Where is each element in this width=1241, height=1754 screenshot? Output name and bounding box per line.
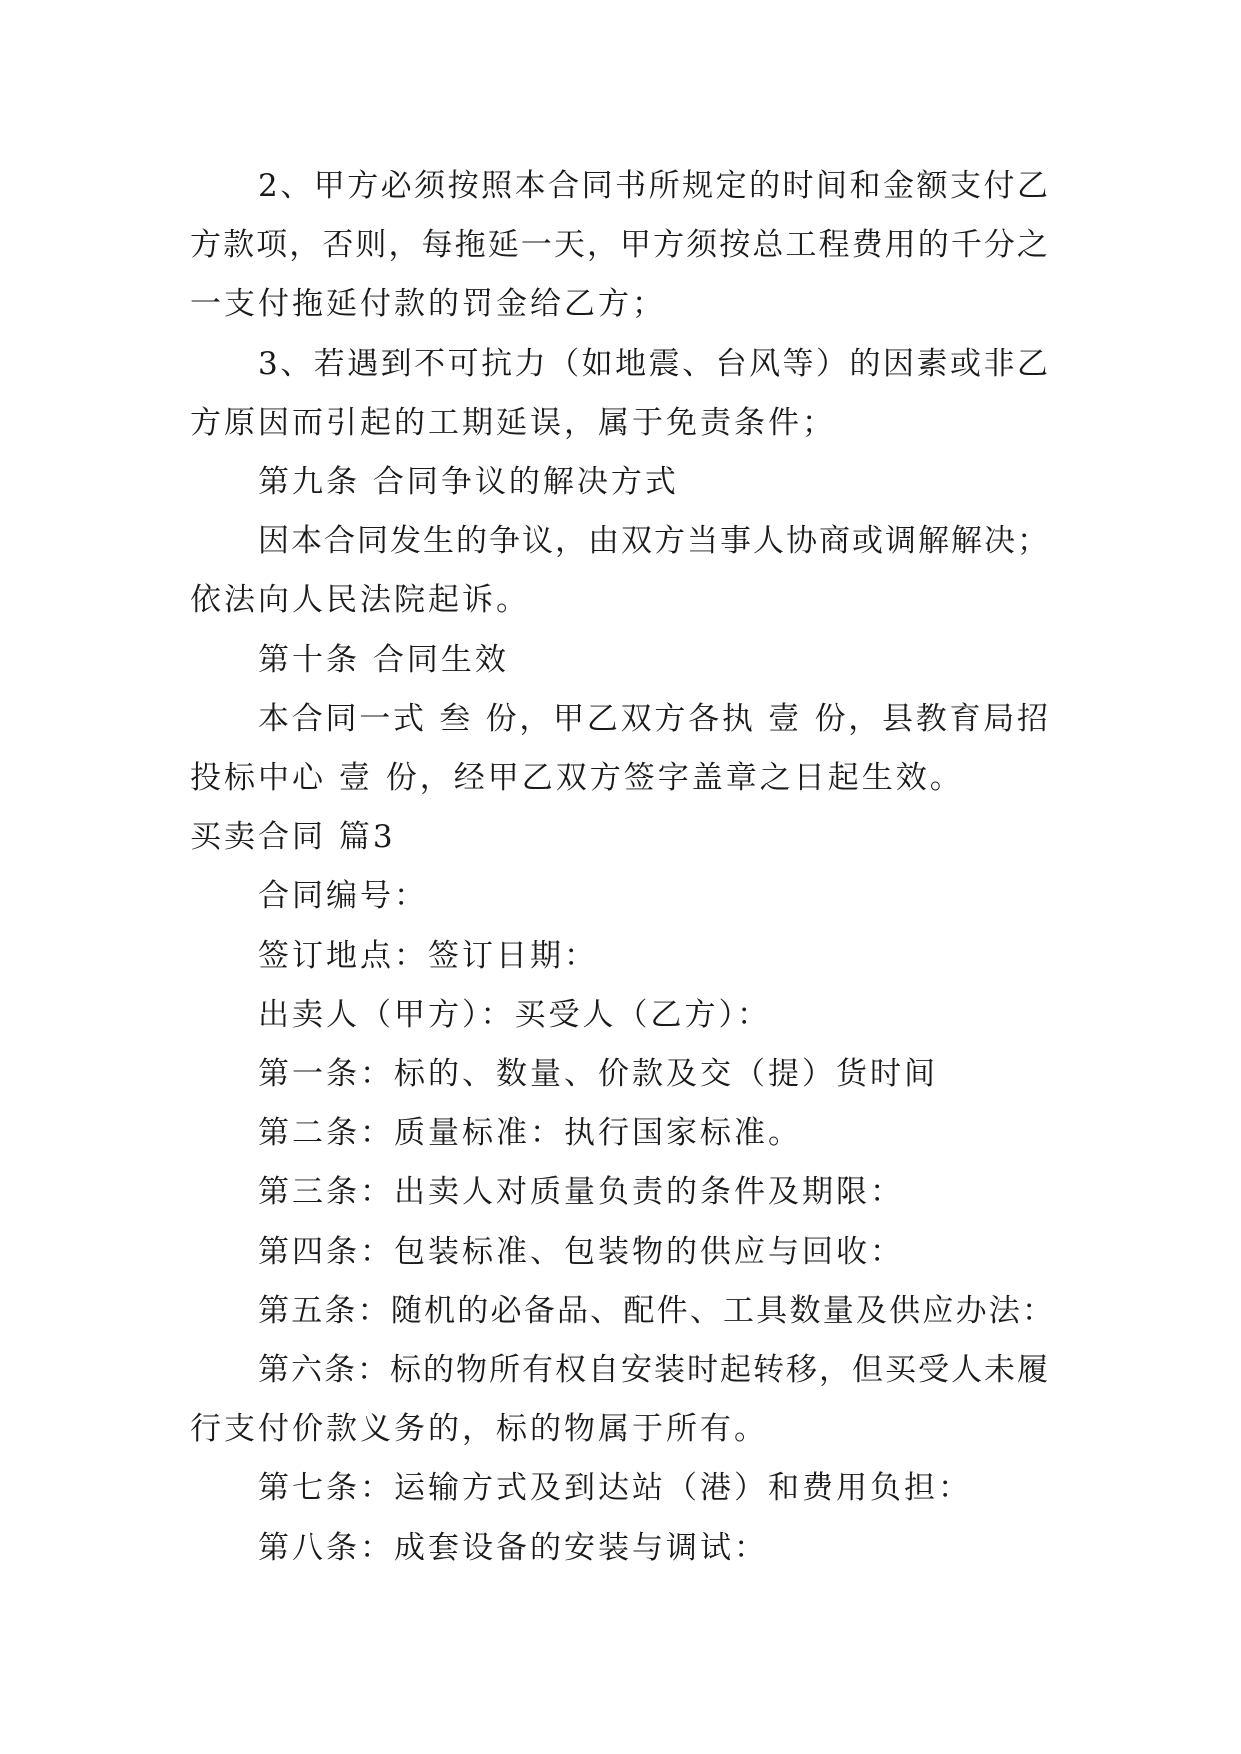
text-line: 出卖人（甲方）：买受人（乙方）： bbox=[258, 997, 771, 1033]
text-line: 3、若遇到不可抗力（如地震、台风等）的因素或非乙 bbox=[258, 346, 1048, 382]
text-line: 第八条：成套设备的安装与调试： bbox=[258, 1530, 768, 1566]
text-line: 依法向人民法院起诉。 bbox=[190, 582, 530, 618]
text-line: 第七条：运输方式及到达站（港）和费用负担： bbox=[258, 1470, 972, 1506]
text-line: 合同编号： bbox=[258, 878, 428, 914]
text-line: 第五条：随机的必备品、配件、工具数量及供应办法： bbox=[258, 1293, 1053, 1329]
text-line: 签订地点：签订日期： bbox=[258, 938, 598, 974]
text-line: 第四条：包装标准、包装物的供应与回收： bbox=[258, 1234, 904, 1270]
text-line: 2、甲方必须按照本合同书所规定的时间和金额支付乙 bbox=[258, 168, 1048, 204]
text-line: 投标中心 壹 份，经甲乙双方签字盖章之日起生效。 bbox=[190, 760, 964, 796]
section-heading: 第九条 合同争议的解决方式 bbox=[258, 464, 679, 500]
text-line: 方款项，否则，每拖延一天，甲方须按总工程费用的千分之 bbox=[190, 227, 1048, 263]
text-line: 本合同一式 叁 份，甲乙双方各执 壹 份，县教育局招 bbox=[258, 701, 1048, 737]
text-line: 第三条：出卖人对质量负责的条件及期限： bbox=[258, 1174, 904, 1210]
text-line: 一支付拖延付款的罚金给乙方； bbox=[190, 286, 666, 322]
document-title: 买卖合同 篇3 bbox=[190, 819, 396, 855]
text-line: 行支付价款义务的，标的物属于所有。 bbox=[190, 1411, 768, 1447]
text-line: 第一条：标的、数量、价款及交（提）货时间 bbox=[258, 1056, 938, 1092]
text-line: 第二条：质量标准：执行国家标准。 bbox=[258, 1115, 802, 1151]
text-line: 方原因而引起的工期延误，属于免责条件； bbox=[190, 405, 836, 441]
text-line: 因本合同发生的争议，由双方当事人协商或调解解决； bbox=[258, 523, 1048, 559]
text-line: 第六条：标的物所有权自安装时起转移，但买受人未履 bbox=[258, 1352, 1048, 1388]
section-heading: 第十条 合同生效 bbox=[258, 642, 509, 678]
